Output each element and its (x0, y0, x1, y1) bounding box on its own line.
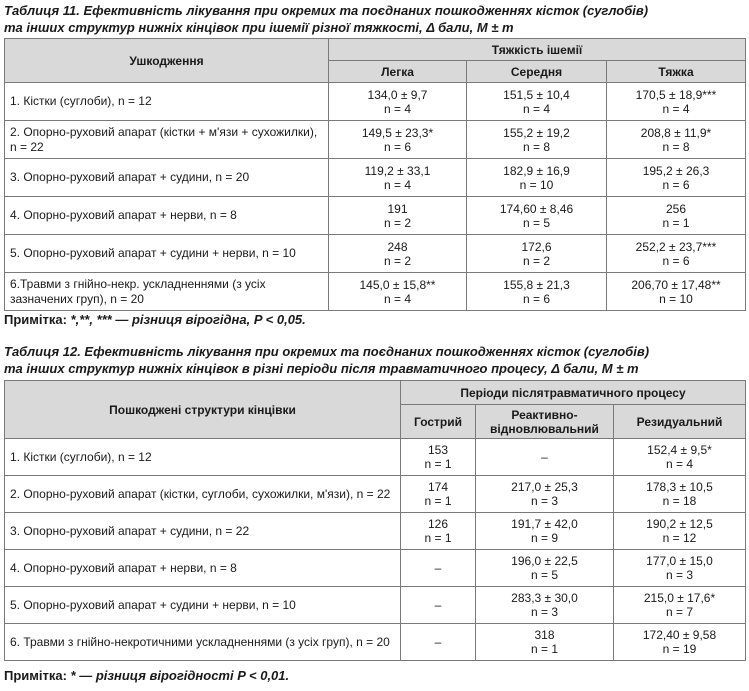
cell-count: n = 4 (383, 177, 412, 192)
cell-value: 206,70 ± 17,48** (631, 277, 721, 292)
cell-value: 152,4 ± 9,5* (647, 443, 712, 457)
value-cell (401, 624, 476, 661)
cell-count: n = 3 (665, 568, 694, 582)
value-cell (329, 159, 467, 197)
table12-col-header: Резидуальний (614, 405, 746, 439)
value-cell (607, 197, 746, 235)
cell-value: 172,40 ± 9,58 (642, 628, 717, 642)
value-cell (607, 159, 746, 197)
row-label: 4. Опорно-руховий апарат + нерви, n = 8 (5, 550, 401, 587)
cell-value: 119,2 ± 33,1 (364, 163, 431, 178)
value-cell (401, 550, 476, 587)
table12-caption-line2: та інших структур нижніх кінцівок в різні періоди після травматичного процесу, Δ бали, М ± m (4, 361, 639, 376)
row-label: 6.Травми з гнійно-некр. ускладненнями (з усіх зазначених груп), n = 20 (5, 273, 329, 311)
cell-value: 178,3 ± 10,5 (646, 480, 713, 494)
cell-value: 155,8 ± 21,3 (503, 277, 570, 292)
cell-value: 174,60 ± 8,46 (499, 201, 574, 216)
row-label: 3. Опорно-руховий апарат + судини, n = 20 (5, 159, 329, 197)
table-row (5, 83, 746, 121)
table-row (5, 476, 746, 513)
table-row (5, 513, 746, 550)
cell-count: n = 6 (522, 291, 551, 306)
cell-count: n = 4 (383, 291, 412, 306)
value-cell (467, 83, 607, 121)
table-row (5, 624, 746, 661)
value-cell (614, 439, 746, 476)
cell-value: 149,5 ± 23,3* (361, 125, 434, 140)
table12-note (4, 667, 289, 684)
row-label: 2. Опорно-руховий апарат (кістки, суглоби, сухожилки, м'язи), n = 22 (5, 476, 401, 513)
table11-col-header: Середня (467, 61, 607, 83)
table11-caption-line1: Таблиця 11. Ефективність лікування при окремих та поєднаних пошкодженнях кісток (суглобів) (4, 3, 649, 18)
value-cell (607, 273, 746, 311)
table-row (5, 439, 746, 476)
row-label: 5. Опорно-руховий апарат + судини + нерви, n = 10 (5, 235, 329, 273)
cell-count: n = 5 (530, 568, 559, 582)
table12-note-label: Примітка: (4, 668, 67, 683)
cell-count: n = 10 (519, 177, 554, 192)
cell-count: n = 4 (383, 101, 412, 116)
value-cell (476, 587, 614, 624)
value-cell (401, 476, 476, 513)
value-cell (401, 439, 476, 476)
value-cell (607, 121, 746, 159)
value-cell (476, 439, 614, 476)
table-row (5, 550, 746, 587)
cell-value: 145,0 ± 15,8** (359, 277, 436, 292)
cell-value: – (541, 450, 548, 464)
value-cell (476, 476, 614, 513)
table11-caption (4, 2, 745, 36)
value-cell (329, 235, 467, 273)
value-cell (467, 273, 607, 311)
cell-value: 134,0 ± 9,7 (367, 87, 428, 102)
value-cell (467, 235, 607, 273)
value-cell (614, 587, 746, 624)
cell-value: 215,0 ± 17,6* (643, 591, 716, 605)
table11-note-label: Примітка: (4, 312, 67, 327)
cell-value: 283,3 ± 30,0 (511, 591, 578, 605)
cell-count: n = 8 (662, 139, 690, 154)
cell-value: 126 (427, 517, 449, 531)
cell-count: n = 19 (662, 642, 697, 656)
table11 (4, 38, 746, 311)
cell-count: n = 8 (522, 139, 551, 154)
cell-count: n = 12 (662, 531, 697, 545)
table12-caption-line1: Таблиця 12. Ефективність лікування при окремих та поєднаних пошкодженнях кісток (суглобів) (4, 344, 650, 359)
cell-value: 217,0 ± 25,3 (511, 480, 578, 494)
value-cell (467, 159, 607, 197)
table11-note-text: *,**, *** — різниця вірогідна, P < 0,05. (66, 312, 306, 327)
cell-count: n = 2 (522, 253, 551, 268)
row-label: 3. Опорно-руховий апарат + судини, n = 22 (5, 513, 401, 550)
cell-count: n = 5 (522, 215, 551, 230)
cell-value: – (434, 598, 442, 612)
table-row (5, 587, 746, 624)
table12-col-header: Реактивно-відновлювальний (476, 405, 614, 439)
value-cell (329, 197, 467, 235)
table12-row-header: Пошкоджені структури кінцівки (5, 381, 401, 439)
cell-value: 208,8 ± 11,9* (640, 125, 712, 140)
cell-count: n = 6 (383, 139, 412, 154)
cell-count: n = 18 (662, 494, 697, 508)
table12 (4, 380, 746, 661)
cell-value: – (434, 561, 442, 575)
cell-value: 191,7 ± 42,0 (511, 517, 578, 531)
cell-value: 256 (665, 201, 687, 216)
cell-count: n = 1 (424, 531, 452, 545)
table11-note (4, 311, 306, 328)
value-cell (607, 235, 746, 273)
table12-col-header: Гострий (401, 405, 476, 439)
cell-count: n = 3 (530, 494, 559, 508)
table-row (5, 121, 746, 159)
value-cell (476, 624, 614, 661)
value-cell (614, 513, 746, 550)
value-cell (607, 83, 746, 121)
cell-value: 170,5 ± 18,9*** (635, 87, 717, 102)
table11-col-header: Тяжка (607, 61, 746, 83)
cell-value: 153 (427, 443, 449, 457)
table-row (5, 197, 746, 235)
value-cell (614, 476, 746, 513)
cell-count: n = 4 (665, 457, 694, 471)
table11-row-header: Ушкодження (5, 39, 329, 83)
cell-count: n = 6 (662, 253, 690, 268)
cell-value: 195,2 ± 26,3 (642, 163, 710, 178)
table12-note-text: * — різниця вірогідності P < 0,01. (66, 668, 290, 683)
table11-caption-line2: та інших структур нижніх кінцівок при ішемії різної тяжкості, Δ бали, М ± m (4, 20, 514, 35)
cell-value: – (434, 635, 442, 649)
row-label: 2. Опорно-руховий апарат (кістки + м'язи + сухожилки), n = 22 (5, 121, 329, 159)
value-cell (476, 513, 614, 550)
row-label: 1. Кістки (суглоби), n = 12 (5, 439, 401, 476)
cell-count: n = 3 (530, 605, 559, 619)
table-row (5, 273, 746, 311)
value-cell (329, 273, 467, 311)
cell-count: n = 1 (662, 215, 690, 230)
table11-group-header: Тяжкість ішемії (329, 39, 746, 61)
row-label: 4. Опорно-руховий апарат + нерви, n = 8 (5, 197, 329, 235)
cell-count: n = 9 (530, 531, 559, 545)
table-row (5, 159, 746, 197)
cell-value: 182,9 ± 16,9 (503, 163, 570, 178)
cell-count: n = 2 (383, 215, 412, 230)
table-row (5, 235, 746, 273)
cell-value: 190,2 ± 12,5 (646, 517, 713, 531)
value-cell (467, 197, 607, 235)
cell-value: 248 (387, 239, 408, 254)
cell-value: 151,5 ± 10,4 (503, 87, 570, 102)
cell-value: 252,2 ± 23,7*** (635, 239, 717, 254)
row-label: 1. Кістки (суглоби), n = 12 (5, 83, 329, 121)
cell-count: n = 1 (424, 494, 452, 508)
value-cell (329, 121, 467, 159)
cell-value: 172,6 (521, 239, 552, 254)
cell-count: n = 6 (662, 177, 690, 192)
cell-value: 177,0 ± 15,0 (646, 554, 713, 568)
value-cell (329, 83, 467, 121)
cell-value: 196,0 ± 22,5 (511, 554, 578, 568)
cell-value: 155,2 ± 19,2 (503, 125, 570, 140)
row-label: 5. Опорно-руховий апарат + судини + нерви, n = 10 (5, 587, 401, 624)
value-cell (401, 513, 476, 550)
value-cell (614, 550, 746, 587)
cell-value: 174 (427, 480, 449, 494)
cell-value: 191 (387, 201, 408, 216)
value-cell (614, 624, 746, 661)
cell-count: n = 2 (383, 253, 412, 268)
table12-group-header: Періоди післятравматичного процесу (401, 381, 746, 405)
cell-count: n = 7 (665, 605, 694, 619)
value-cell (476, 550, 614, 587)
cell-count: n = 1 (530, 642, 559, 656)
value-cell (401, 587, 476, 624)
cell-count: n = 1 (424, 457, 452, 471)
value-cell (467, 121, 607, 159)
table12-caption (4, 343, 745, 377)
cell-value: 318 (534, 628, 555, 642)
cell-count: n = 4 (522, 101, 551, 116)
cell-count: n = 4 (662, 101, 690, 116)
table11-col-header: Легка (329, 61, 467, 83)
row-label: 6. Травми з гнійно-некротичними ускладненнями (з усіх груп), n = 20 (5, 624, 401, 661)
cell-count: n = 10 (659, 291, 693, 306)
